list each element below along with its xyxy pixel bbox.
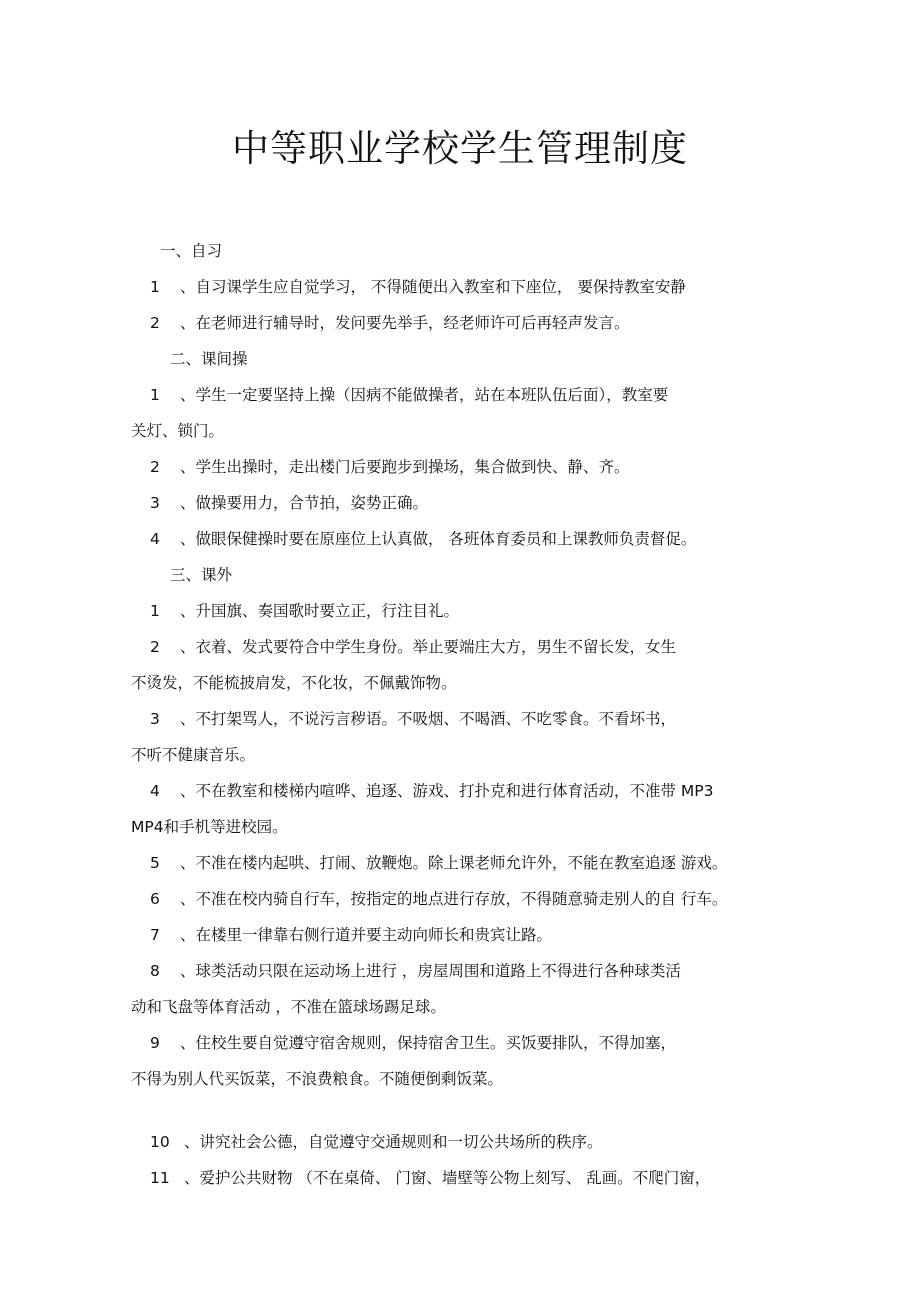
item-number: 5 — [150, 854, 160, 872]
section-heading: 二、课间操 — [170, 350, 248, 368]
item-number: 1 — [150, 278, 160, 296]
item-text: 、不准在校内骑自行车，按指定的地点进行存放，不得随意骑走别人的自 行车。 — [180, 890, 728, 908]
list-item — [150, 636, 676, 658]
list-item — [150, 924, 552, 946]
list-item — [150, 456, 630, 478]
item-text: 、讲究社会公德，自觉遵守交通规则和一切公共场所的秩序。 — [184, 1133, 603, 1151]
item-number: 1 — [150, 386, 160, 404]
list-item — [150, 708, 676, 730]
list-item — [150, 960, 681, 982]
list-item — [150, 312, 630, 334]
item-number: 7 — [150, 926, 160, 944]
item-text: 、球类活动只限在运动场上进行 ，房屋周围和道路上不得进行各种球类活 — [180, 962, 681, 980]
item-continuation: 不听不健康音乐。 — [131, 746, 256, 764]
item-text: 、爱护公共财物 （不在桌倚、 门窗、墙壁等公物上刻写、 乱画。不爬门窗， — [184, 1169, 711, 1187]
item-text: 、不打架骂人，不说污言秽语。不吸烟、不喝酒、不吃零食。不看坏书， — [180, 710, 677, 728]
item-continuation: 不得为别人代买饭菜，不浪费粮食。不随便倒剩饭菜。 — [131, 1070, 504, 1088]
item-number: 8 — [150, 962, 160, 980]
item-text: 、学生一定要坚持上操（因病不能做操者，站在本班队伍后面），教室要 — [180, 386, 669, 404]
item-number: 3 — [150, 710, 160, 728]
item-text: 、在楼里一律靠右侧行道并要主动向师长和贵宾让路。 — [180, 926, 553, 944]
item-number: 9 — [150, 1034, 160, 1052]
section-heading: 三、课外 — [170, 566, 233, 584]
item-text: 、做眼保健操时要在原座位上认真做， 各班体育委员和上课教师负责督促。 — [180, 530, 697, 548]
item-continuation: 关灯、锁门。 — [131, 422, 225, 440]
item-text: 、学生出操时，走出楼门后要跑步到操场，集合做到快、静、齐。 — [180, 458, 630, 476]
item-text: 、做操要用力，合节拍，姿势正确。 — [180, 494, 429, 512]
item-continuation: 动和飞盘等体育活动 ，不准在篮球场踢足球。 — [131, 998, 446, 1016]
list-item — [150, 1167, 710, 1189]
item-text: 、不在教室和楼梯内喧哗、追逐、游戏、打扑克和进行体育活动，不准带 MP3 — [180, 782, 714, 800]
section-heading: 一、自习 — [160, 242, 223, 260]
item-number: 3 — [150, 494, 160, 512]
item-number: 11 — [150, 1169, 170, 1187]
list-item — [150, 384, 668, 406]
list-item — [150, 888, 727, 910]
list-item — [150, 852, 727, 874]
item-text: 、升国旗、奏国歌时要立正，行注目礼。 — [180, 602, 460, 620]
list-item — [150, 600, 459, 622]
list-item — [150, 1032, 676, 1054]
item-text: 、自习课学生应自觉学习， 不得随便出入教室和下座位， 要保持教室安静 — [180, 278, 686, 296]
list-item — [150, 780, 714, 802]
item-number: 4 — [150, 530, 160, 548]
item-number: 2 — [150, 314, 160, 332]
item-number: 10 — [150, 1133, 170, 1151]
item-continuation: MP4和手机等进校园。 — [131, 818, 288, 836]
list-item — [150, 492, 428, 514]
list-item — [150, 1131, 603, 1153]
item-text: 、不准在楼内起哄、打闹、放鞭炮。除上课老师允许外，不能在教室追逐 游戏。 — [180, 854, 728, 872]
item-number: 1 — [150, 602, 160, 620]
item-continuation: 不烫发，不能梳披肩发，不化妆，不佩戴饰物。 — [131, 674, 457, 692]
item-number: 6 — [150, 890, 160, 908]
item-number: 4 — [150, 782, 160, 800]
item-text: 、衣着、发式要符合中学生身份。举止要端庄大方，男生不留长发，女生 — [180, 638, 677, 656]
document-title: 中等职业学校学生管理制度 — [232, 127, 688, 170]
list-item — [150, 528, 696, 550]
item-text: 、住校生要自觉遵守宿舍规则，保持宿舍卫生。买饭要排队，不得加塞， — [180, 1034, 677, 1052]
item-number: 2 — [150, 458, 160, 476]
item-text: 、在老师进行辅导时，发问要先举手，经老师许可后再轻声发言。 — [180, 314, 630, 332]
item-number: 2 — [150, 638, 160, 656]
list-item — [150, 276, 686, 298]
